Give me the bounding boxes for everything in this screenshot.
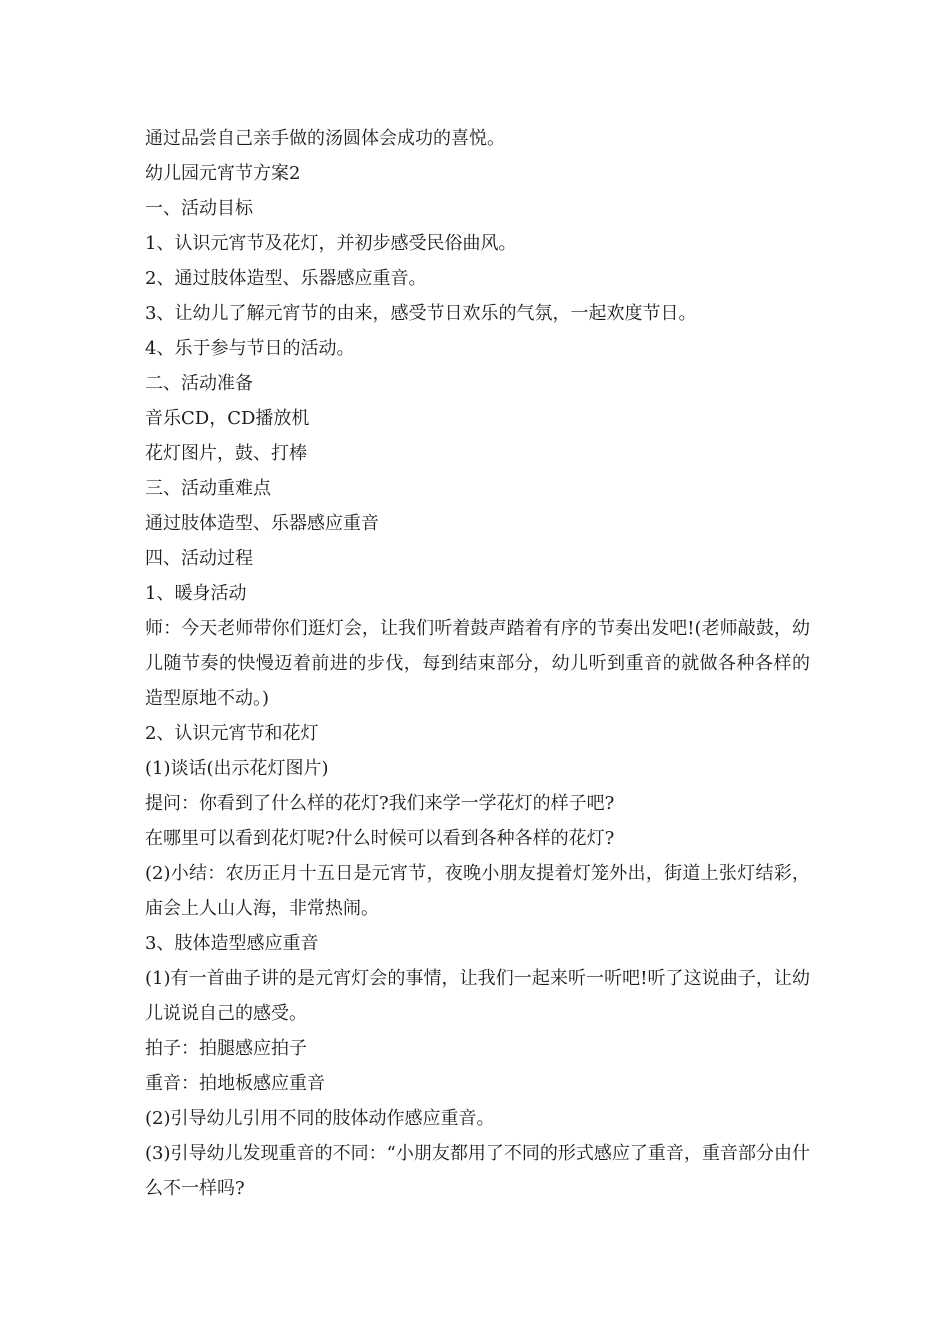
heading: 三、活动重难点 — [145, 478, 271, 499]
paragraph: 提问：你看到了什么样的花灯?我们来学一学花灯的样子吧? — [145, 793, 615, 814]
paragraph: 通过品尝自己亲手做的汤圆体会成功的喜悦。 — [145, 128, 505, 149]
list-item: 2、通过肢体造型、乐器感应重音。 — [145, 268, 427, 289]
paragraph: (2)小结：农历正月十五日是元宵节，夜晚小朋友提着灯笼外出，街道上张灯结彩，庙会上人山人海，非常热闹。 — [145, 863, 810, 919]
list-item: 3、让幼儿了解元宵节的由来，感受节日欢乐的气氛，一起欢度节日。 — [145, 303, 697, 324]
heading: 二、活动准备 — [145, 373, 253, 394]
paragraph: 重音：拍地板感应重音 — [145, 1073, 325, 1094]
paragraph: (1)谈话(出示花灯图片) — [145, 758, 329, 779]
paragraph: 通过肢体造型、乐器感应重音 — [145, 513, 379, 534]
heading: 一、活动目标 — [145, 198, 253, 219]
subheading: 2、认识元宵节和花灯 — [145, 723, 319, 744]
section-title: 幼儿园元宵节方案2 — [145, 163, 301, 184]
paragraph: 拍子：拍腿感应拍子 — [145, 1038, 307, 1059]
subheading: 1、暖身活动 — [145, 583, 247, 604]
paragraph: (3)引导幼儿发现重音的不同：“小朋友都用了不同的形式感应了重音，重音部分由什么不一样吗? — [145, 1143, 810, 1199]
heading: 四、活动过程 — [145, 548, 253, 569]
subheading: 3、肢体造型感应重音 — [145, 933, 319, 954]
paragraph: 师：今天老师带你们逛灯会，让我们听着鼓声踏着有序的节奏出发吧!(老师敲鼓，幼儿随节奏的快慢迈着前进的步伐，每到结束部分，幼儿听到重音的就做各种各样的造型原地不动。) — [145, 618, 810, 709]
list-item: 4、乐于参与节日的活动。 — [145, 338, 355, 359]
paragraph: 花灯图片，鼓、打棒 — [145, 443, 307, 464]
paragraph: (2)引导幼儿引用不同的肢体动作感应重音。 — [145, 1108, 495, 1129]
paragraph: (1)有一首曲子讲的是元宵灯会的事情，让我们一起来听一听吧!听了这说曲子，让幼儿说说自己的感受。 — [145, 968, 810, 1024]
paragraph: 音乐CD，CD播放机 — [145, 408, 310, 429]
document-body — [145, 121, 810, 1206]
list-item: 1、认识元宵节及花灯，并初步感受民俗曲风。 — [145, 233, 517, 254]
paragraph: 在哪里可以看到花灯呢?什么时候可以看到各种各样的花灯? — [145, 828, 615, 849]
